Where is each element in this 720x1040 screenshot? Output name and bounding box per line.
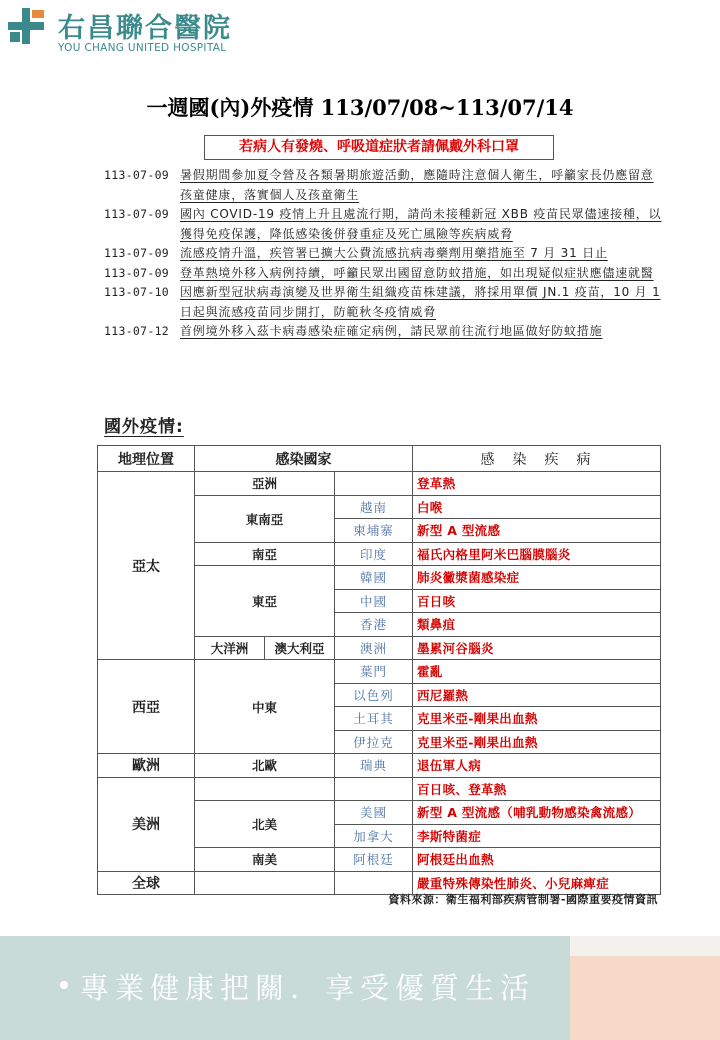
hospital-name-en: YOU CHANG UNITED HOSPITAL: [58, 42, 227, 54]
footer-banner: [0, 936, 720, 1040]
disease-cell: 霍亂: [413, 660, 661, 684]
footer-accent-strip: [570, 936, 720, 956]
disease-cell: 白喉: [413, 495, 661, 519]
header-disease: 感 染 疾 病: [413, 446, 661, 472]
news-date: 113-07-09: [104, 246, 170, 260]
country-cell: 瑞典: [335, 754, 413, 778]
subregion-cell: 中東: [195, 660, 335, 754]
list-item: [104, 283, 664, 322]
epidemic-table: [97, 445, 661, 895]
country-cell: [335, 777, 413, 801]
disease-cell: 肺炎黴漿菌感染症: [413, 566, 661, 590]
disease-cell: 西尼羅熱: [413, 683, 661, 707]
disease-cell: 百日咳、登革熱: [413, 777, 661, 801]
header-region: 地理位置: [98, 446, 195, 472]
subregion-cell: 亞洲: [195, 472, 335, 496]
data-source: 資料來源：衛生福利部疾病管制署-國際重要疫情資訊: [388, 893, 658, 906]
list-item: [104, 244, 664, 264]
disease-cell: 福氏內格里阿米巴腦膜腦炎: [413, 542, 661, 566]
news-text: 因應新型冠狀病毒演變及世界衛生組織疫苗株建議，將採用單價 JN.1 疫苗，10 月 1 日起與流感疫苗同步開打，防範秋冬疫情威脅: [180, 285, 661, 319]
region-cell: 美洲: [98, 777, 195, 871]
news-text: 流感疫情升溫，疾管署已擴大公費流感抗病毒藥劑用藥措施至 7 月 31 日止: [180, 246, 608, 260]
disease-cell: 新型 A 型流感（哺乳動物感染禽流感）: [413, 801, 661, 825]
country-cell: 伊拉克: [335, 730, 413, 754]
subregion-cell: 北美: [195, 801, 335, 848]
subregion-cell: 東亞: [195, 566, 335, 637]
country-cell: [335, 472, 413, 496]
subregion-cell: 澳大利亞: [265, 636, 335, 660]
region-cell: 西亞: [98, 660, 195, 754]
table-row: [98, 660, 661, 684]
table-header-row: [98, 446, 661, 472]
disease-cell: 克里米亞-剛果出血熱: [413, 730, 661, 754]
disease-cell: 登革熱: [413, 472, 661, 496]
disease-cell: 百日咳: [413, 589, 661, 613]
country-cell: 印度: [335, 542, 413, 566]
footer-slogan: 專業健康把關．享受優質生活: [80, 971, 536, 1005]
list-item: [104, 166, 664, 205]
disease-cell: 新型 A 型流感: [413, 519, 661, 543]
news-text: 登革熱境外移入病例持續，呼籲民眾出國留意防蚊措施，如出現疑似症狀應儘速就醫: [180, 265, 654, 280]
header-country: 感染國家: [195, 446, 413, 472]
disease-cell: 墨累河谷腦炎: [413, 636, 661, 660]
news-date: 113-07-09: [104, 207, 170, 221]
region-cell: 亞太: [98, 472, 195, 660]
disease-cell: 類鼻疽: [413, 613, 661, 637]
country-cell: 加拿大: [335, 824, 413, 848]
disease-cell: 退伍軍人病: [413, 754, 661, 778]
region-cell: 歐洲: [98, 754, 195, 778]
disease-cell: 阿根廷出血熱: [413, 848, 661, 872]
country-cell: 越南: [335, 495, 413, 519]
table-row: [98, 777, 661, 801]
table-row: [98, 472, 661, 496]
region-cell: 全球: [98, 871, 195, 895]
list-item: [104, 205, 664, 244]
country-cell: 柬埔寨: [335, 519, 413, 543]
subregion-cell: 南美: [195, 848, 335, 872]
subregion-cell: [195, 871, 335, 895]
country-cell: 澳洲: [335, 636, 413, 660]
subregion-cell: 北歐: [195, 754, 335, 778]
mask-warning: 若病人有發燒、呼吸道症狀者請佩戴外科口罩: [204, 135, 554, 160]
subregion-cell: 大洋洲: [195, 636, 265, 660]
bullet-dot-icon: [60, 981, 68, 989]
country-cell: 葉門: [335, 660, 413, 684]
hospital-cross-icon: [6, 6, 50, 50]
news-text: 國內 COVID-19 疫情上升且處流行期，請尚未接種新冠 XBB 疫苗民眾儘速接種，以獲得免疫保護，降低感染後併發重症及死亡風險等疾病威脅: [180, 207, 662, 241]
country-cell: 韓國: [335, 566, 413, 590]
disease-cell: 李斯特菌症: [413, 824, 661, 848]
page-title: 一週國(內)外疫情 113/07/08~113/07/14: [146, 95, 574, 120]
list-item: [104, 322, 664, 342]
subregion-cell: [195, 777, 335, 801]
table-row: [98, 754, 661, 778]
news-date: 113-07-12: [104, 324, 170, 338]
news-list: [104, 166, 664, 342]
news-date: 113-07-09: [104, 168, 170, 182]
news-text: 首例境外移入茲卡病毒感染症確定病例，請民眾前往流行地區做好防蚊措施: [180, 324, 603, 338]
country-cell: 以色列: [335, 683, 413, 707]
list-item: [104, 264, 664, 284]
hospital-name: 右昌聯合醫院: [58, 13, 232, 44]
subregion-cell: 南亞: [195, 542, 335, 566]
news-text: 暑假期間參加夏令營及各類暑期旅遊活動，應隨時注意個人衛生，呼籲家長仍應留意孩童健康，落實個人及孩童衛生: [180, 168, 654, 202]
country-cell: 中國: [335, 589, 413, 613]
disease-cell: 嚴重特殊傳染性肺炎、小兒麻痺症: [413, 871, 661, 895]
country-cell: 美國: [335, 801, 413, 825]
country-cell: 香港: [335, 613, 413, 637]
disease-cell: 克里米亞-剛果出血熱: [413, 707, 661, 731]
hospital-logo: [6, 6, 266, 56]
section-title-foreign: 國外疫情:: [104, 417, 184, 437]
country-cell: 阿根廷: [335, 848, 413, 872]
news-date: 113-07-09: [104, 265, 170, 280]
subregion-cell: 東南亞: [195, 495, 335, 542]
country-cell: 土耳其: [335, 707, 413, 731]
news-date: 113-07-10: [104, 285, 170, 299]
